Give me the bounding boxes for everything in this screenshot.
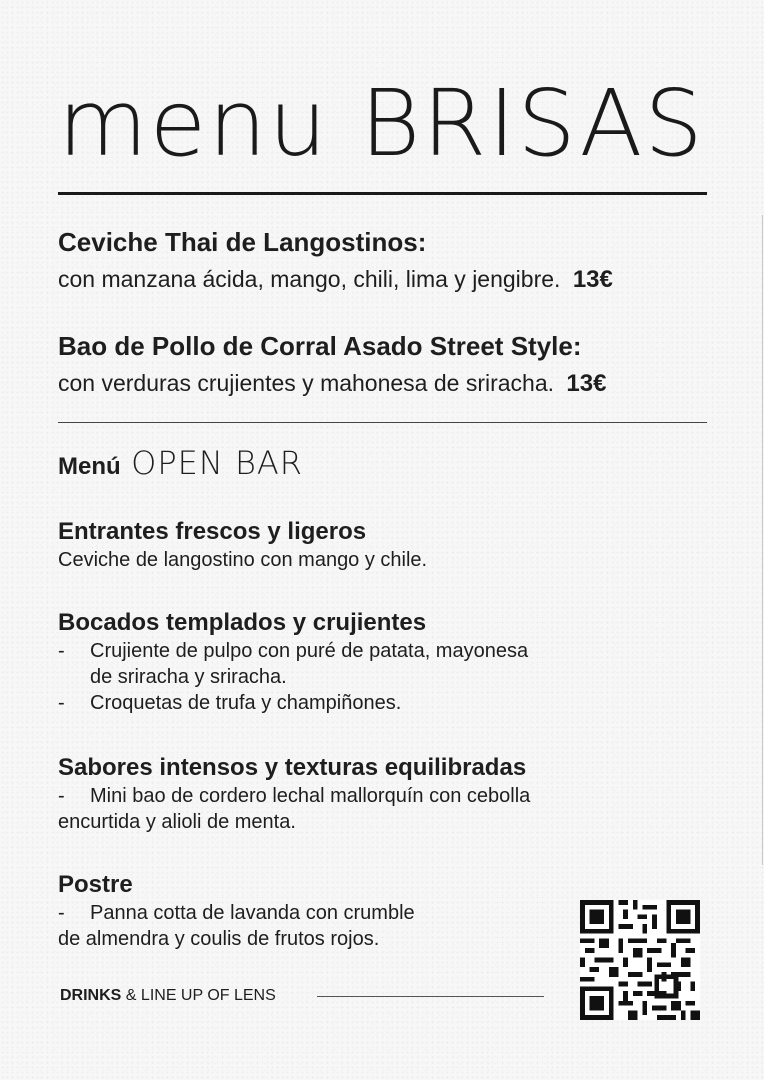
footer-link [60, 985, 276, 1007]
section-title: Bocados templados y crujientes [58, 609, 427, 636]
open-bar-prefix: Menú [58, 453, 121, 480]
title-divider [58, 192, 707, 195]
section-item-continuation: de almendra y coulis de frutos rojos. [58, 928, 380, 950]
section-postre [58, 870, 558, 952]
bullet-dash: - [58, 692, 65, 714]
section-divider [58, 422, 707, 423]
open-bar-heading [58, 444, 303, 482]
dish-bao-pollo [58, 330, 606, 399]
dish-name: Bao de Pollo de Corral Asado Street Style: [58, 331, 582, 361]
section-bocados [58, 608, 678, 716]
bullet-dash: - [58, 640, 65, 662]
section-title: Entrantes frescos y ligeros [58, 518, 367, 545]
section-sabores [58, 753, 678, 835]
section-bullet-item [58, 690, 678, 716]
bullet-dash: - [58, 902, 65, 924]
bullet-text: Panna cotta de lavanda con crumble [90, 902, 415, 924]
footer-bold: DRINKS [60, 987, 122, 1004]
bullet-text: Mini bao de cordero lechal mallorquín con cebolla [90, 785, 531, 807]
section-bullet-item [58, 638, 678, 690]
section-title: Sabores intensos y texturas equilibradas [58, 754, 527, 781]
dish-description [58, 368, 606, 399]
section-item-continuation: encurtida y alioli de menta. [58, 811, 296, 833]
qr-code-icon[interactable] [580, 900, 700, 1020]
dish-description-text: con manzana ácida, mango, chili, lima y jengibre. [58, 266, 561, 292]
bullet-line: Crujiente de pulpo con puré de patata, mayonesa [90, 640, 529, 662]
section-title: Postre [58, 871, 133, 898]
section-bullet-item [58, 900, 558, 926]
page-edge-line [762, 215, 763, 865]
dish-ceviche [58, 226, 613, 295]
footer-text: & LINE UP OF LENS [125, 987, 276, 1004]
dish-name: Ceviche Thai de Langostinos: [58, 227, 427, 257]
footer-line [317, 996, 544, 997]
bullet-dash: - [58, 785, 65, 807]
dish-description [58, 264, 613, 295]
dish-price: 13€ [572, 266, 613, 293]
open-bar-name: OPEN BAR [131, 444, 304, 482]
menu-title: menu BRISAS [58, 70, 705, 177]
section-entrantes [58, 517, 678, 573]
bullet-line: de sriracha y sriracha. [90, 666, 287, 688]
section-item: Ceviche de langostino con mango y chile. [58, 549, 428, 571]
bullet-text: Croquetas de trufa y champiñones. [90, 692, 402, 714]
dish-description-text: con verduras crujientes y mahonesa de sriracha. [58, 370, 555, 396]
dish-price: 13€ [566, 370, 607, 397]
section-bullet-item [58, 783, 678, 809]
bullet-text [90, 638, 528, 690]
